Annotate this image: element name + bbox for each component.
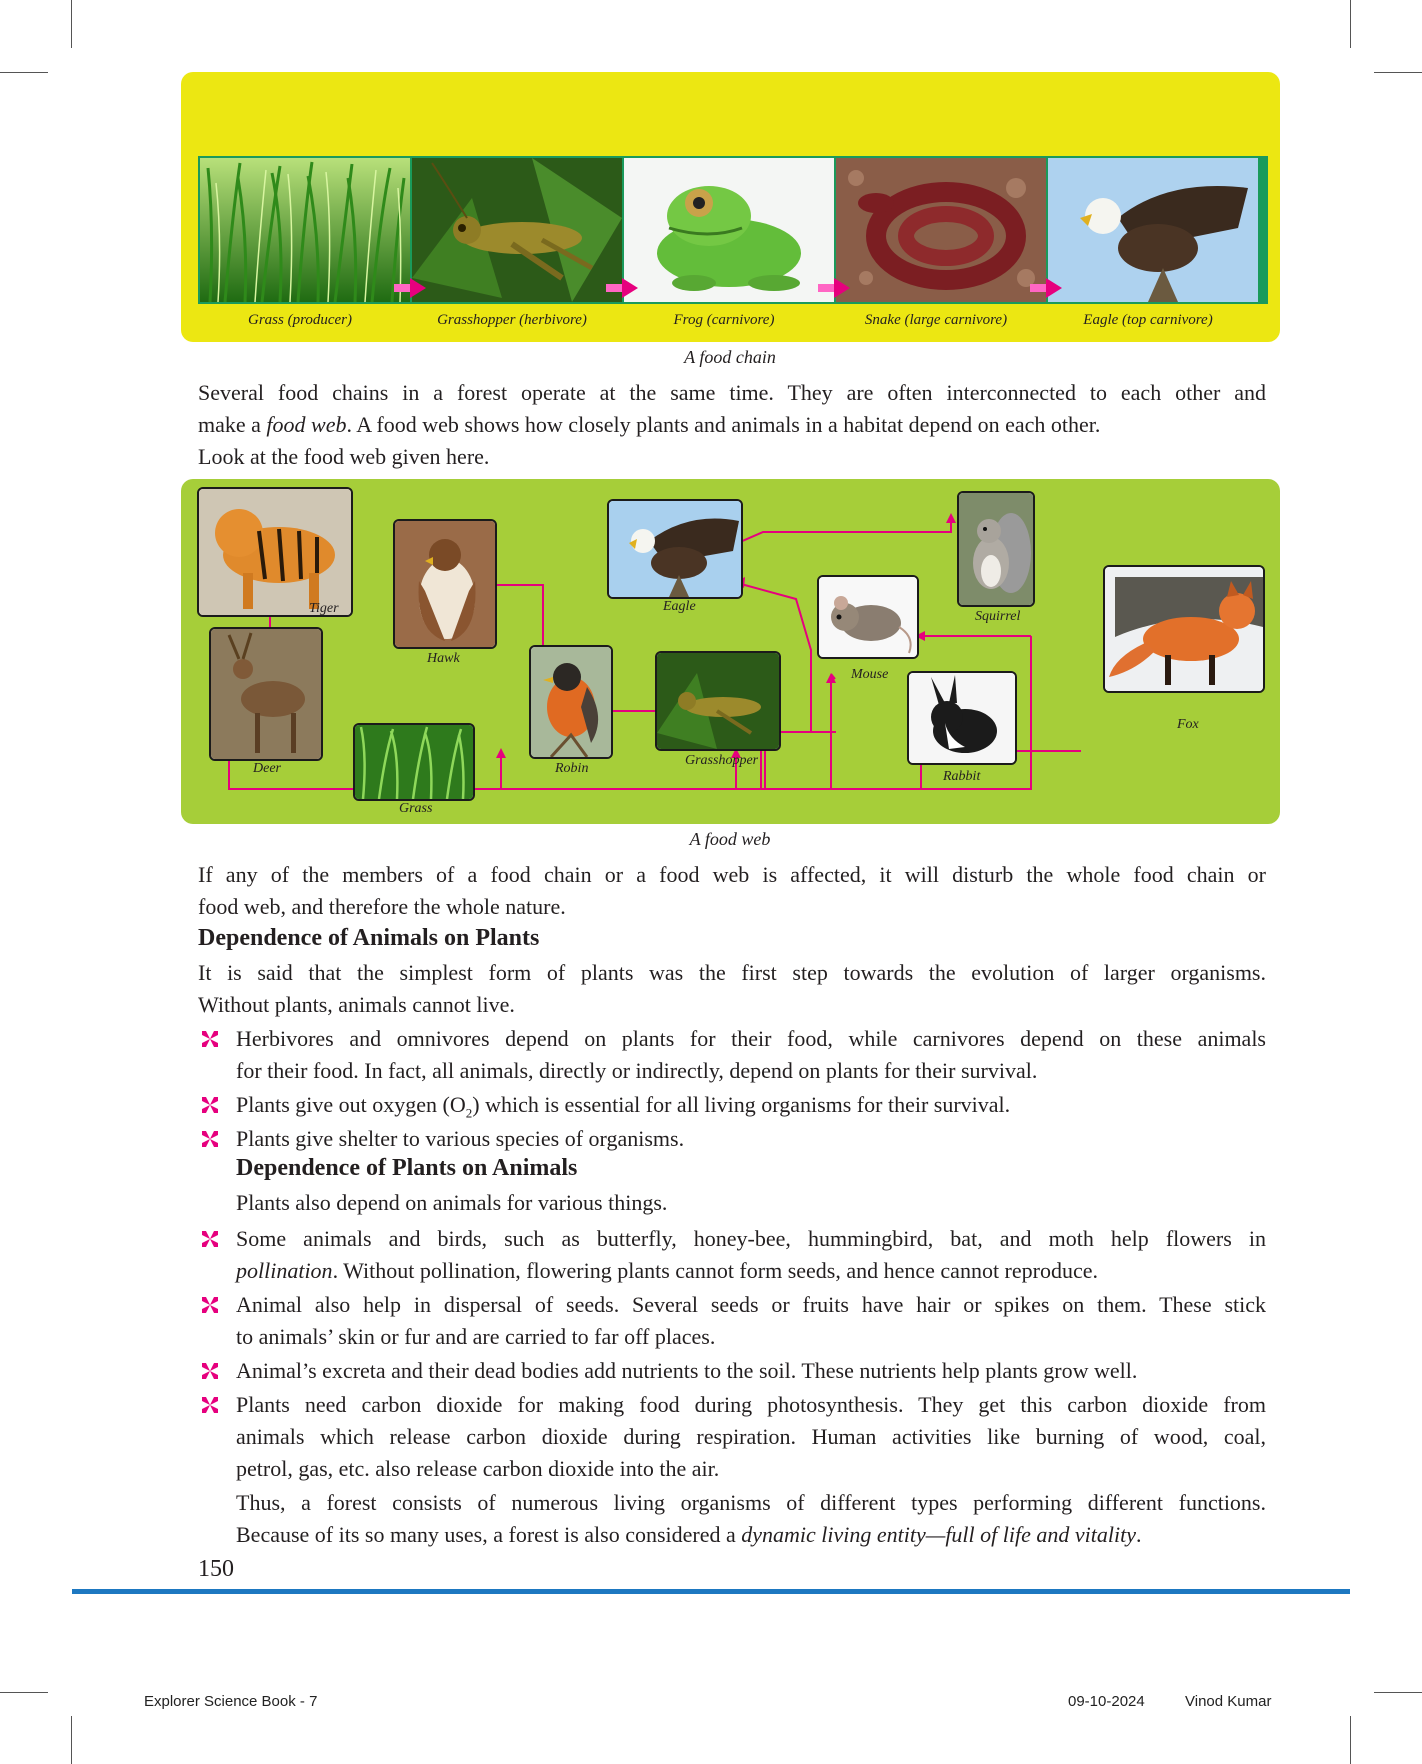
tiger-photo (197, 487, 353, 617)
crop-mark (71, 0, 72, 48)
bullet-line: for their food. In fact, all animals, directly or indirectly, depend on plants for their survival. (236, 1058, 1038, 1083)
intro-line: Several food chains in a forest operate at the same time. They are often interconnected to each other and (198, 380, 1266, 405)
mouse-label: Mouse (851, 667, 889, 682)
eagle-chain-image (1048, 158, 1258, 302)
closing-line (236, 1519, 1266, 1551)
grass-label: Grass (399, 801, 433, 816)
robin-label: Robin (555, 761, 589, 776)
chain-arrow-icon (394, 278, 426, 298)
bullet-line: Herbivores and omnivores depend on plants for their food, while carnivores depend on these animals (236, 1026, 1266, 1051)
chain-arrow-icon (606, 278, 638, 298)
bullet-cross-icon (200, 1029, 220, 1049)
pollination-text: . Without pollination, flowering plants cannot form seeds, and hence cannot reproduce. (332, 1258, 1098, 1283)
food-web-term: food web (266, 412, 347, 437)
grass-image (200, 158, 410, 302)
bullet-item (236, 1023, 1266, 1087)
chain-caption-grass: Grass (producer) (247, 312, 353, 328)
section2-intro (236, 1187, 1266, 1219)
chain-arrow-icon (818, 278, 850, 298)
intro-paragraph (198, 377, 1266, 473)
snake-image (836, 158, 1046, 302)
closing-paragraph (236, 1487, 1266, 1551)
fox-label: Fox (1177, 717, 1199, 732)
intro-line: Look at the food web given here. (198, 444, 490, 469)
oxygen-text: Plants give out oxygen (O (236, 1092, 466, 1117)
section1-line: Without plants, animals cannot live. (198, 992, 515, 1017)
chain-caption-frog: Frog (carnivore) (673, 312, 775, 328)
pollination-term: pollination (236, 1258, 333, 1283)
bullet-item (236, 1123, 1266, 1155)
bullet-cross-icon (200, 1295, 220, 1315)
bullet-line: to animals’ skin or fur and are carried to far off places. (236, 1324, 716, 1349)
food-chain-panel (181, 72, 1280, 342)
grasshopper-image (412, 158, 622, 302)
intro-line (198, 409, 1266, 441)
bullet-cross-icon (200, 1095, 220, 1115)
section-heading-animals-on-plants: Dependence of Animals on Plants (198, 925, 540, 951)
footer-date: 09-10-2024 (1068, 1693, 1145, 1710)
dynamic-living-entity-term: dynamic living entity—full of life and vitality (741, 1522, 1136, 1547)
bullet-item (236, 1389, 1266, 1485)
tiger-label: Tiger (309, 601, 339, 616)
food-chain-caption: A food chain (684, 347, 776, 367)
bullet-item (236, 1289, 1266, 1353)
crop-mark (1374, 72, 1422, 73)
chain-caption-grasshopper: Grasshopper (herbivore) (437, 312, 587, 328)
chain-arrow-icon (1030, 278, 1062, 298)
crop-mark (71, 1716, 72, 1764)
section2-line: Plants also depend on animals for various things. (236, 1190, 668, 1215)
squirrel-photo (957, 491, 1035, 607)
crop-mark (0, 1692, 48, 1693)
squirrel-label: Squirrel (975, 609, 1021, 624)
rabbit-photo (907, 671, 1017, 765)
bullet-item (236, 1355, 1266, 1387)
section1-intro (198, 957, 1266, 1021)
food-web-panel (181, 479, 1280, 824)
bullet-item (236, 1223, 1266, 1287)
mouse-photo (817, 575, 919, 659)
bullet-line: Animal’s excreta and their dead bodies add nutrients to the soil. These nutrients help plants grow well. (236, 1358, 1138, 1383)
eagle-web-photo (607, 499, 743, 599)
oxygen-text: ) which is essential for all living organisms for their survival. (472, 1092, 1011, 1117)
bullet-cross-icon (200, 1361, 220, 1381)
bullet-line (236, 1255, 1266, 1287)
eagle-label: Eagle (663, 599, 696, 614)
bullet-line: petrol, gas, etc. also release carbon dioxide into the air. (236, 1456, 720, 1481)
closing-text: Because of its so many uses, a forest is also considered a (236, 1522, 742, 1547)
bullet-line: Animal also help in dispersal of seeds. Several seeds or fruits have hair or spikes on them. These stick (236, 1292, 1266, 1317)
oxygen-subscript: 2 (465, 1105, 473, 1121)
grasshopper-web-photo (655, 651, 781, 751)
section-heading-plants-on-animals: Dependence of Plants on Animals (236, 1155, 578, 1181)
bullet-cross-icon (200, 1129, 220, 1149)
deer-photo (209, 627, 323, 761)
intro-text: . A food web shows how closely plants and animals in a habitat depend on each other. (346, 412, 1101, 437)
chain-caption-eagle: Eagle (top carnivore) (1083, 312, 1213, 328)
crop-mark (1350, 1716, 1351, 1764)
bullet-line: animals which release carbon dioxide during respiration. Human activities like burning of wood, coal, (236, 1424, 1266, 1449)
food-chain-strip (198, 156, 1268, 304)
grasshopper-label: Grasshopper (685, 753, 759, 768)
after-web-line: food web, and therefore the whole nature. (198, 894, 566, 919)
bottom-rule (72, 1589, 1350, 1594)
crop-mark (1374, 1692, 1422, 1693)
bullet-cross-icon (200, 1395, 220, 1415)
footer-author: Vinod Kumar (1185, 1693, 1272, 1710)
crop-mark (0, 72, 48, 73)
crop-mark (1350, 0, 1351, 48)
bullet-line: Some animals and birds, such as butterfly, honey-bee, hummingbird, bat, and moth help flowers in (236, 1226, 1266, 1251)
fox-photo (1103, 565, 1265, 693)
bullet-cross-icon (200, 1229, 220, 1249)
grass-photo (353, 723, 475, 801)
page-number: 150 (198, 1556, 234, 1582)
after-web-paragraph (198, 859, 1266, 923)
bullet-line: Plants give shelter to various species of organisms. (236, 1126, 685, 1151)
intro-text: make a (198, 412, 267, 437)
bullet-line: Plants need carbon dioxide for making food during photosynthesis. They get this carbon dioxide from (236, 1392, 1266, 1417)
hawk-photo (393, 519, 497, 649)
rabbit-label: Rabbit (943, 769, 981, 784)
hawk-label: Hawk (427, 651, 460, 666)
deer-label: Deer (253, 761, 281, 776)
section1-line: It is said that the simplest form of plants was the first step towards the evolution of larger organisms. (198, 960, 1266, 985)
chain-caption-snake: Snake (large carnivore) (864, 312, 1008, 328)
food-web-caption: A food web (689, 829, 771, 849)
closing-text: . (1135, 1522, 1142, 1547)
footer-book-title: Explorer Science Book - 7 (144, 1693, 318, 1710)
after-web-line: If any of the members of a food chain or a food web is affected, it will disturb the whole food chain or (198, 862, 1266, 887)
robin-photo (529, 645, 613, 759)
frog-image (624, 158, 834, 302)
closing-line: Thus, a forest consists of numerous living organisms of different types performing different functions. (236, 1490, 1266, 1515)
